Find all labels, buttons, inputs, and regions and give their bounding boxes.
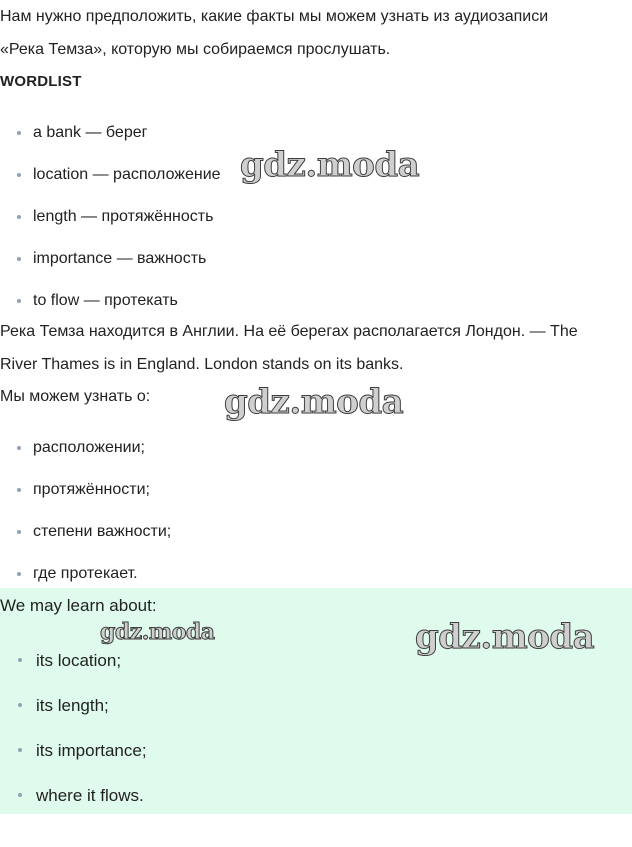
fact-line-2: River Thames is in England. London stands on its banks. (0, 356, 404, 373)
russian-list-item: протяжённости; (0, 481, 171, 523)
wordlist-item: to flow — протекать (0, 292, 221, 334)
english-list-item: its importance; (0, 741, 147, 786)
russian-list-item: степени важности; (0, 523, 171, 565)
fact-line-1: Река Темза находится в Англии. На её берегах располагается Лондон. — The (0, 323, 578, 340)
wordlist-list (0, 124, 221, 334)
intro-line-2: «Река Темза», которую мы собираемся прослушать. (0, 41, 391, 58)
english-list (0, 651, 147, 831)
wordlist-item: a bank — берег (0, 124, 221, 166)
english-list-item: where it flows. (0, 786, 147, 831)
russian-list-item: где протекает. (0, 565, 171, 607)
russian-list (0, 439, 171, 607)
wordlist-item: location — расположение (0, 166, 221, 208)
watermark-logo: gdz.moda (240, 145, 420, 185)
watermark-logo: gdz.moda (224, 382, 404, 422)
english-list-item: its length; (0, 696, 147, 741)
russian-list-title: Мы можем узнать о: (0, 388, 151, 405)
english-list-title: We may learn about: (0, 596, 157, 615)
russian-list-item: расположении; (0, 439, 171, 481)
wordlist-item: length — протяжённость (0, 208, 221, 250)
wordlist-item: importance — важность (0, 250, 221, 292)
intro-line-1: Нам нужно предположить, какие факты мы можем узнать из аудиозаписи (0, 8, 549, 25)
wordlist-heading: WORDLIST (0, 73, 82, 90)
watermark-logo: gdz.moda (415, 617, 595, 657)
watermark-logo: gdz.moda (100, 619, 215, 645)
english-list-item: its location; (0, 651, 147, 696)
